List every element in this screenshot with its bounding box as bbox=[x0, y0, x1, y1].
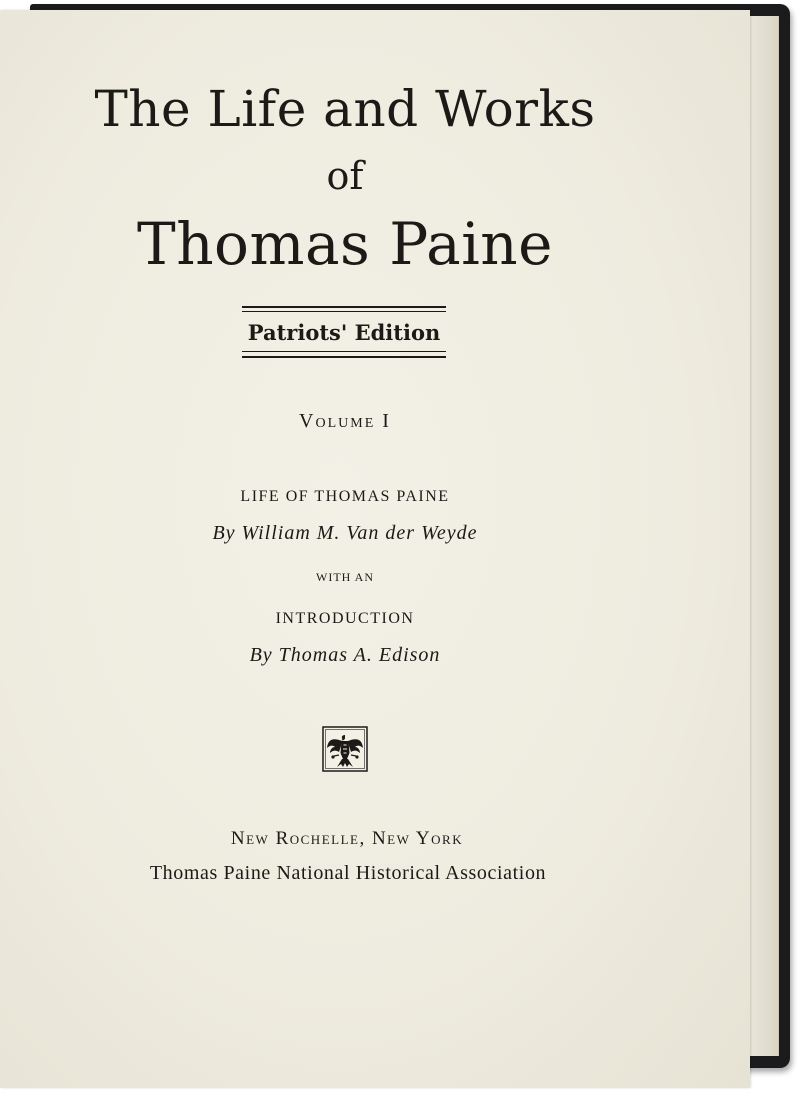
publisher-name: Thomas Paine National Historical Association bbox=[149, 862, 547, 884]
edition-rule-top-thin bbox=[242, 311, 446, 312]
eagle-emblem-icon bbox=[322, 726, 368, 772]
title-line-1: The Life and Works bbox=[94, 80, 596, 138]
edition-rule-top bbox=[242, 306, 446, 308]
introduction-label: INTRODUCTION bbox=[275, 610, 415, 627]
introduction-author: By Thomas A. Edison bbox=[249, 644, 441, 666]
publication-place: New Rochelle, New York bbox=[230, 828, 464, 849]
edition-label: Patriots' Edition bbox=[247, 320, 441, 345]
edition-banner bbox=[242, 306, 446, 358]
work-author: By William M. Van der Weyde bbox=[212, 522, 478, 544]
edition-rule-bottom-thin bbox=[242, 351, 446, 352]
work-title: LIFE OF THOMAS PAINE bbox=[240, 488, 450, 505]
title-of: of bbox=[326, 154, 364, 198]
title-page bbox=[0, 10, 750, 1088]
with-an-label: WITH AN bbox=[316, 570, 374, 584]
edition-rule-bottom bbox=[242, 356, 446, 358]
volume-label: Volume I bbox=[299, 410, 391, 432]
title-author-name: Thomas Paine bbox=[137, 210, 553, 278]
